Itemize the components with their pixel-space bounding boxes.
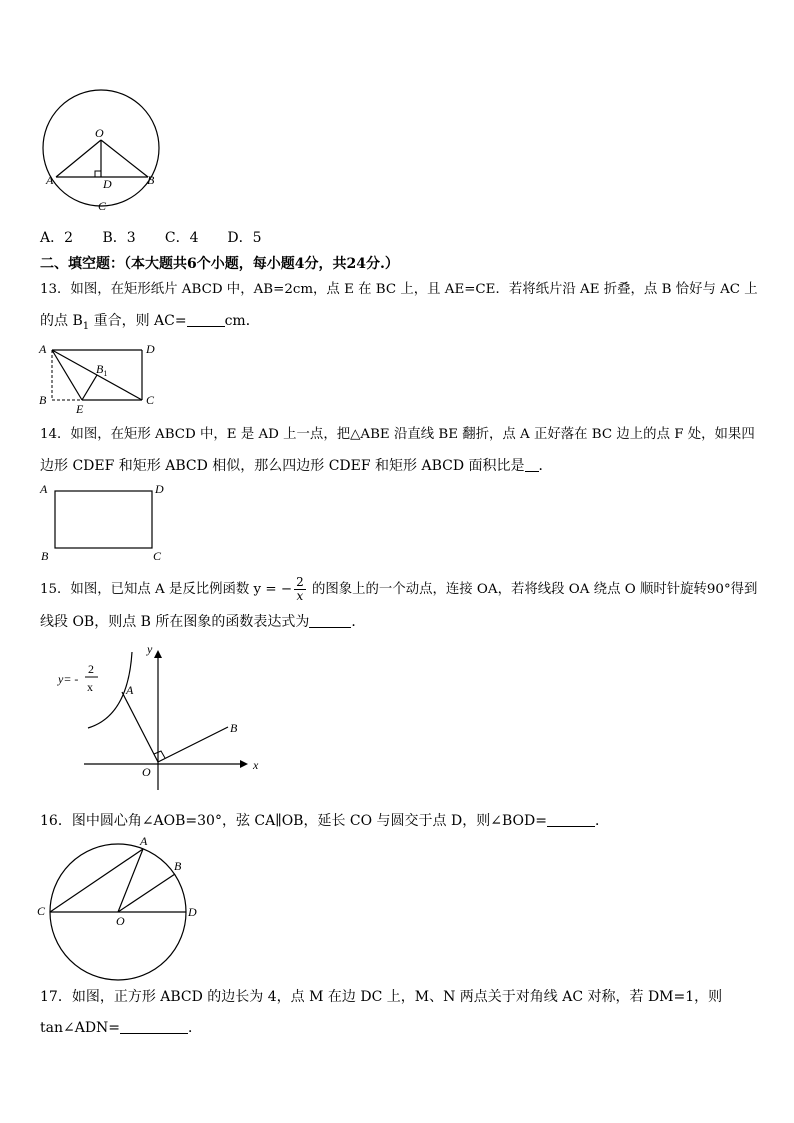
q15-text-line1 — [40, 576, 757, 603]
q13-text-part: 的点 B — [40, 313, 83, 329]
q16-label-a: A — [140, 834, 148, 848]
q12-option-a[interactable]: A．2 — [40, 230, 74, 246]
q15-label-a: A — [126, 683, 134, 697]
q15-y-axis-arrow — [154, 650, 162, 658]
q16-label-c: C — [37, 904, 46, 918]
q13-sub: 1 — [82, 320, 90, 332]
q14-label-d: D — [155, 482, 164, 496]
q17-text-part: tan∠ADN= — [40, 1020, 121, 1036]
q12-options — [40, 228, 285, 248]
q14-text-part: 边形 CDEF 和矩形 ABCD 相似，那么四边形 CDEF 和矩形 ABCD 面积比是 — [40, 458, 525, 474]
q15-text-part4: ． — [351, 614, 366, 630]
q12-label-b: B — [147, 173, 155, 187]
q13-label-e: E — [76, 402, 84, 416]
q16-label-o: O — [116, 914, 125, 928]
q13-segment-eb1 — [82, 375, 97, 400]
q16-radius-ob — [118, 874, 175, 912]
q16-radius-oa — [118, 849, 143, 912]
q13-label-c: C — [146, 393, 155, 407]
q12-option-c[interactable]: C．4 — [164, 230, 199, 246]
q16-answer-blank[interactable] — [547, 812, 595, 827]
q12-label-c: C — [98, 199, 107, 213]
q15-text-line2 — [40, 612, 365, 632]
q15-label-y: y — [147, 642, 153, 656]
q13-label-a: A — [39, 342, 47, 356]
section-header: 二、填空题：（本大题共6个小题，每小题4分，共24分.） — [40, 256, 399, 272]
q14-label-c: C — [153, 549, 162, 563]
q14-rectangle-figure — [36, 480, 171, 565]
q15-frac-den: x — [296, 589, 304, 603]
q14-label-a: A — [40, 482, 48, 496]
q15-func-label: y= - — [58, 672, 79, 686]
q17-text-line1: 17．如图，正方形 ABCD 的边长为 4，点 M 在边 DC 上，M、N 两点关于对角线 AC 对称，若 DM=1，则 — [40, 989, 723, 1005]
q14-text-part2: ． — [538, 458, 553, 474]
q15-text-part2: 的图象上的一个动点，连接 OA，若将线段 OA 绕点 O 顺时针旋转90°得到 — [307, 582, 758, 597]
q13-rectangle-figure — [36, 340, 166, 415]
q12-segment-oa — [56, 140, 101, 177]
q15-segment-ob — [158, 727, 228, 762]
q15-func-den: x — [87, 680, 93, 694]
q14-answer-blank[interactable] — [525, 457, 539, 472]
q13-fold-ae — [52, 350, 82, 400]
q12-label-o: O — [95, 126, 104, 140]
q12-label-d: D — [103, 177, 112, 191]
q16-chord-ca — [50, 849, 143, 912]
q15-func-num: 2 — [88, 662, 94, 676]
q14-text-line1: 14．如图，在矩形 ABCD 中，E 是 AD 上一点，把△ABE 沿直线 BE 翻折，点 A 正好落在 BC 边上的点 F 处，如果四 — [40, 427, 755, 442]
q16-label-b: B — [174, 859, 182, 873]
q15-label-o: O — [142, 765, 151, 779]
q13-label-b1: $B_1$ — [96, 362, 108, 378]
q13-text-part3: cm． — [224, 313, 260, 329]
q14-text-line2 — [40, 456, 553, 476]
q16-text-line1 — [40, 811, 609, 831]
q13-text-line1: 13．如图，在矩形纸片 ABCD 中，AB=2cm，点 E 在 BC 上，且 AE=CE．若将纸片沿 AE 折叠，点 B 恰好与 AC 上 — [40, 282, 758, 297]
q13-label-b: B — [39, 393, 47, 407]
q16-label-d: D — [188, 905, 197, 919]
q17-text-line2 — [40, 1018, 202, 1038]
q14-label-b: B — [41, 549, 49, 563]
q12-option-d[interactable]: D．5 — [227, 230, 262, 246]
q12-label-a: A — [46, 173, 54, 187]
q15-x-axis-arrow — [240, 760, 248, 768]
q12-circle-figure — [40, 84, 165, 214]
q15-frac-num: 2 — [296, 575, 304, 589]
q13-text-line2 — [40, 311, 260, 337]
q15-fraction — [294, 576, 306, 603]
q17-answer-blank[interactable] — [120, 1019, 188, 1034]
q13-text-part2: 重合，则 AC= — [89, 313, 187, 329]
q15-segment-oa — [122, 692, 158, 762]
q12-segment-ob — [101, 140, 148, 177]
q15-label-b: B — [230, 721, 238, 735]
q16-circle-figure — [34, 832, 209, 984]
q15-text-part: 15．如图，已知点 A 是反比例函数 y = − — [40, 582, 293, 597]
q13-answer-blank[interactable] — [187, 312, 225, 327]
q17-text-part2: ． — [188, 1020, 203, 1036]
q12-option-b[interactable]: B．3 — [102, 230, 136, 246]
q15-text-part3: 线段 OB，则点 B 所在图象的函数表达式为 — [40, 614, 310, 630]
q15-answer-blank[interactable] — [309, 613, 351, 628]
q16-text-part: 16．图中圆心角∠AOB=30°，弦 CA∥OB，延长 CO 与圆交于点 D，则∠BOD= — [40, 813, 547, 829]
q13-label-d: D — [146, 342, 155, 356]
q16-text-part2: ． — [594, 813, 609, 829]
q12-right-angle-mark — [95, 171, 101, 177]
q15-label-x: x — [253, 758, 259, 772]
q15-graph-figure — [50, 640, 280, 800]
q14-rectangle-abcd — [55, 491, 152, 548]
